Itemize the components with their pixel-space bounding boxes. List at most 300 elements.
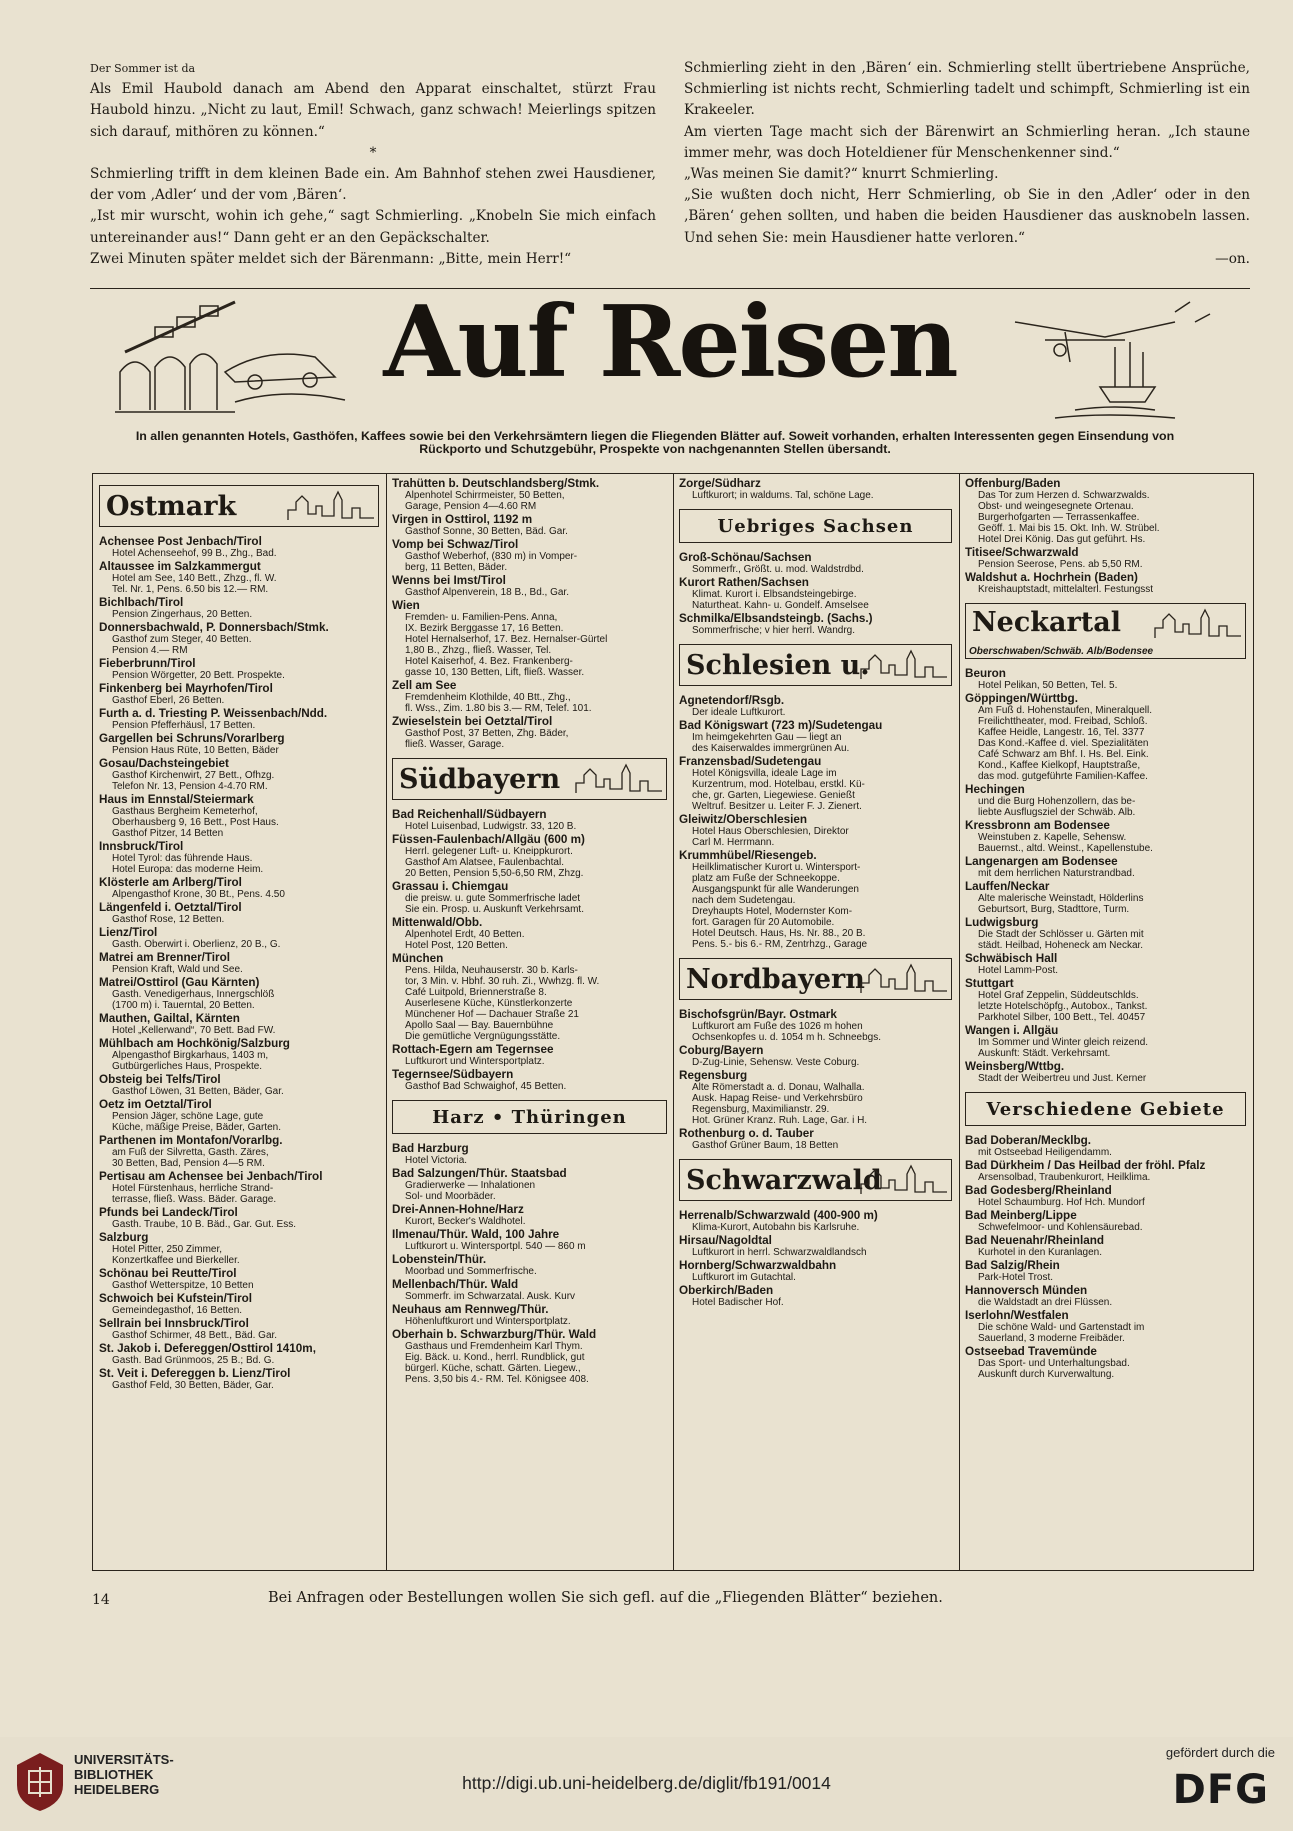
listing-detail: Fremden- u. Familien-Pens. Anna,	[405, 612, 558, 623]
listing-detail: gasse 10, 130 Betten, Lift, fließ. Wasser.	[405, 667, 585, 678]
story-column-right	[684, 58, 1250, 270]
listing-detail: Garage, Pension 4—4.60 RM	[405, 501, 537, 512]
listing-detail: Hotel Victoria.	[405, 1155, 468, 1166]
region-header	[679, 644, 952, 686]
listing-detail: Gasthof Grüner Baum, 18 Betten	[692, 1140, 839, 1151]
listing-entry	[965, 546, 1249, 570]
viewer-footer-bar	[0, 1737, 1293, 1831]
listing-entry	[392, 1142, 670, 1166]
listing-place: Langenargen am Bodensee	[965, 855, 1118, 868]
listing-detail: Hotel Achenseehof, 99 B., Zhg., Bad.	[112, 548, 277, 559]
listing-entry	[965, 855, 1249, 879]
listing-detail: Hotel Schaumburg. Hof Hch. Mundorf	[978, 1197, 1145, 1208]
listing-entry	[965, 1345, 1249, 1380]
region-header-title: Verschiedene Gebiete	[986, 1099, 1225, 1120]
listing-detail: Café Schwarz am Bhf. I. Hs. Bel. Eink.	[978, 749, 1149, 760]
listing-entry	[679, 1044, 955, 1068]
listing-entry	[965, 1234, 1249, 1258]
listing-place: Rothenburg o. d. Tauber	[679, 1127, 814, 1140]
listing-entry	[392, 1278, 670, 1302]
listing-detail: Im heimgekehrten Gau — liegt an	[692, 732, 842, 743]
listing-detail: Telefon Nr. 13, Pension 4-4.70 RM.	[112, 781, 268, 792]
listing-place: Bad Harzburg	[392, 1142, 469, 1155]
listing-detail: Kurort, Becker's Waldhotel.	[405, 1216, 526, 1227]
listing-entry	[392, 1328, 670, 1385]
listing-place: Bischofsgrün/Bayr. Ostmark	[679, 1008, 837, 1021]
listing-place: Bad Salzungen/Thür. Staatsbad	[392, 1167, 567, 1180]
listing-entry	[99, 1342, 382, 1366]
listing-detail: Sol- und Moorbäder.	[405, 1191, 496, 1202]
listing-detail: Pension 4.— RM	[112, 645, 188, 656]
listing-detail: Gasthof Schirmer, 48 Bett., Bäd. Gar.	[112, 1330, 278, 1341]
listing-place: Mittenwald/Obb.	[392, 916, 483, 929]
listing-entry	[99, 657, 382, 681]
listing-detail: Hotel Haus Oberschlesien, Direktor	[692, 826, 849, 837]
listing-place: Hornberg/Schwarzwaldbahn	[679, 1259, 837, 1272]
page-number: 14	[92, 1592, 110, 1608]
listing-place: Hirsau/Nagoldtal	[679, 1234, 772, 1247]
listing-entry	[679, 1259, 955, 1283]
listing-detail: Pension Seerose, Pens. ab 5,50 RM.	[978, 559, 1143, 570]
region-skyline-icon	[1153, 606, 1243, 640]
listing-detail: Gasthof Post, 37 Betten, Zhg. Bäder,	[405, 728, 569, 739]
listing-entry	[965, 952, 1249, 976]
listing-entry	[99, 1267, 382, 1291]
listing-entry	[679, 551, 955, 575]
listing-place: Bad Godesberg/Rheinland	[965, 1184, 1112, 1197]
listing-detail: das mod. gutgeführte Familien-Kaffee.	[978, 771, 1148, 782]
listing-entry	[679, 755, 955, 812]
listing-detail: Gasth. Venedigerhaus, Innergschlöß	[112, 989, 275, 1000]
listing-detail: Geöff. 1. Mai bis 15. Okt. Inh. W. Strübel.	[978, 523, 1160, 534]
dfg-logo[interactable]: DFG	[1172, 1767, 1269, 1813]
listing-entry	[99, 732, 382, 756]
listing-detail: Pension Haus Rüte, 10 Betten, Bäder	[112, 745, 279, 756]
listing-detail: che, gr. Garten, Liegewiese. Genießt	[692, 790, 855, 801]
listing-detail: Küche, mäßige Preise, Bäder, Garten.	[112, 1122, 281, 1133]
listing-detail: Höhenluftkurort und Wintersportplatz.	[405, 1316, 571, 1327]
listing-detail: Naturtheat. Kahn- u. Gondelf. Amselsee	[692, 600, 869, 611]
listing-place: Stuttgart	[965, 977, 1014, 990]
listing-entry	[965, 692, 1249, 782]
listing-detail: Sauerland, 3 moderne Freibäder.	[978, 1333, 1125, 1344]
listing-entry	[679, 849, 955, 950]
listing-detail: fort. Garagen für 20 Automobile.	[692, 917, 835, 928]
listing-place: Beuron	[965, 667, 1006, 680]
listing-entry	[392, 599, 670, 678]
listing-place: Hechingen	[965, 783, 1025, 796]
listing-detail: Luftkurort u. Wintersportpl. 540 — 860 m	[405, 1241, 586, 1252]
listing-place: Mühlbach am Hochkönig/Salzburg	[99, 1037, 290, 1050]
story-paragraph: „Sie wußten doch nicht, Herr Schmierling, ob Sie in den ‚Adler‘ oder in den ‚Bären‘ gehen sollten, und haben die beiden Hausdiener das ausknobeln lassen. Und sehen Sie: mein Hausdiener hatte verloren.“	[684, 187, 1250, 246]
listing-place: Finkenberg bei Mayrhofen/Tirol	[99, 682, 273, 695]
listing-detail: am Fuß der Silvretta, Gasth. Zäres,	[112, 1147, 269, 1158]
listing-entry	[965, 1159, 1249, 1183]
listing-detail: Regensburg, Maximilianstr. 29.	[692, 1104, 830, 1115]
listing-place: Agnetendorf/Rsgb.	[679, 694, 785, 707]
listing-place: St. Veit i. Defereggen b. Lienz/Tirol	[99, 1367, 291, 1380]
listing-detail: letzte Hotelschöpfg., Autobox., Tankst.	[978, 1001, 1148, 1012]
listing-entry	[392, 1043, 670, 1067]
column-divider	[386, 474, 387, 1570]
directory-column-4	[965, 477, 1249, 1381]
listing-detail: Alpenhotel Schirrmeister, 50 Betten,	[405, 490, 565, 501]
listing-detail: mit Ostseebad Heiligendamm.	[978, 1147, 1112, 1158]
listing-detail: Gasthof Bad Schwaighof, 45 Betten.	[405, 1081, 567, 1092]
listing-place: Grassau i. Chiemgau	[392, 880, 509, 893]
listing-detail: Hotel Königsvilla, ideale Lage im	[692, 768, 837, 779]
listing-detail: Sommerfr., Größt. u. mod. Waldstrdbd.	[692, 564, 864, 575]
listing-detail: Tel. Nr. 1, Pens. 6.50 bis 12.— RM.	[112, 584, 269, 595]
listing-place: Wien	[392, 599, 420, 612]
listing-detail: Gasthof Alpenverein, 18 B., Bd., Gar.	[405, 587, 569, 598]
listing-detail: Oberhausberg 9, 16 Bett., Post Haus.	[112, 817, 279, 828]
listing-detail: Geburtsort, Burg, Stadttore, Turm.	[978, 904, 1130, 915]
listing-place: Füssen-Faulenbach/Allgäu (600 m)	[392, 833, 585, 846]
directory-grid	[92, 473, 1254, 1571]
institution-line: BIBLIOTHEK	[74, 1767, 154, 1782]
listing-detail: Gasthof Sonne, 30 Betten, Bäd. Gar.	[405, 526, 568, 537]
directory-column-2	[392, 477, 670, 1386]
listing-detail: Gasth. Traube, 10 B. Bäd., Gar. Gut. Ess.	[112, 1219, 296, 1230]
region-skyline-icon	[859, 961, 949, 995]
listing-detail: die Waldstadt an drei Flüssen.	[978, 1297, 1113, 1308]
listing-detail: Gasth. Oberwirt i. Oberlienz, 20 B., G.	[112, 939, 281, 950]
listing-place: München	[392, 952, 444, 965]
region-header-title: Neckartal	[972, 607, 1121, 638]
listing-detail: Gasthof Rose, 12 Betten.	[112, 914, 225, 925]
listing-place: Titisee/Schwarzwald	[965, 546, 1079, 559]
listing-detail: Herrl. gelegener Luft- u. Kneippkurort.	[405, 846, 573, 857]
listing-detail: Hot. Grüner Kranz. Ruh. Lage, Gar. i H.	[692, 1115, 868, 1126]
listing-place: Ostseebad Travemünde	[965, 1345, 1097, 1358]
listing-place: Lobenstein/Thür.	[392, 1253, 487, 1266]
listing-detail: mit dem herrlichen Naturstrandbad.	[978, 868, 1135, 879]
listing-place: Oetz im Oetztal/Tirol	[99, 1098, 212, 1111]
listing-place: Pertisau am Achensee bei Jenbach/Tirol	[99, 1170, 323, 1183]
listing-detail: Parkhotel Silber, 100 Bett., Tel. 40457	[978, 1012, 1146, 1023]
listing-place: Sellrain bei Innsbruck/Tirol	[99, 1317, 249, 1330]
listing-detail: Gemeindegasthof, 16 Betten.	[112, 1305, 243, 1316]
story-section	[90, 58, 1250, 288]
listing-place: Wangen i. Allgäu	[965, 1024, 1059, 1037]
listing-entry	[965, 977, 1249, 1023]
listing-entry	[392, 1068, 670, 1092]
region-header	[392, 1100, 667, 1134]
listing-place: Klösterle am Arlberg/Tirol	[99, 876, 242, 889]
listing-place: Göppingen/Württbg.	[965, 692, 1078, 705]
listing-entry	[99, 840, 382, 875]
directory-column-1	[99, 477, 382, 1392]
listing-entry	[99, 707, 382, 731]
institution-line: UNIVERSITÄTS-	[74, 1752, 174, 1767]
listing-entry	[99, 535, 382, 559]
listing-detail: 20 Betten, Pension 5,50-6,50 RM, Zhzg.	[405, 868, 584, 879]
listing-detail: Gasthof Wetterspitze, 10 Betten	[112, 1280, 254, 1291]
listing-entry	[965, 783, 1249, 818]
listing-entry	[99, 926, 382, 950]
listing-detail: Hotel Luisenbad, Ludwigstr. 33, 120 B.	[405, 821, 577, 832]
listing-detail: Pension Jäger, schöne Lage, gute	[112, 1111, 264, 1122]
listing-place: St. Jakob i. Defereggen/Osttirol 1410m,	[99, 1342, 316, 1355]
listing-detail: Apollo Saal — Bay. Bauernbühne	[405, 1020, 554, 1031]
listing-place: Bad Doberan/Mecklbg.	[965, 1134, 1091, 1147]
listing-entry	[965, 1309, 1249, 1344]
listing-entry	[679, 576, 955, 611]
story-signature: —on.	[1215, 250, 1250, 267]
listing-detail: Sommerfr. im Schwarzatal. Ausk. Kurv	[405, 1291, 576, 1302]
listing-detail: terrasse, fließ. Wass. Bäder. Garage.	[112, 1194, 277, 1205]
region-header-title: Schlesien u.	[686, 650, 870, 681]
listing-place: Zwieselstein bei Oetztal/Tirol	[392, 715, 553, 728]
document-url[interactable]: http://digi.ub.uni-heidelberg.de/diglit/fb191/0014	[462, 1773, 831, 1793]
listing-entry	[392, 952, 670, 1042]
listing-entry	[99, 793, 382, 839]
listing-detail: Gasthaus Bergheim Kemeterhof,	[112, 806, 258, 817]
region-skyline-icon	[286, 488, 376, 522]
listing-detail: Gradierwerke — Inhalationen	[405, 1180, 536, 1191]
listing-entry	[965, 1184, 1249, 1208]
listing-entry	[679, 813, 955, 848]
listing-entry	[679, 1284, 955, 1308]
listing-place: Lauffen/Neckar	[965, 880, 1050, 893]
listing-entry	[99, 1170, 382, 1205]
listing-place: Neuhaus am Rennweg/Thür.	[392, 1303, 549, 1316]
listing-entry	[99, 560, 382, 595]
story-paragraph: Schmierling zieht in den ‚Bären‘ ein. Schmierling stellt übertriebene Ansprüche, Schmierling ist nichts recht, Schmierling tadelt und schimpft, Schmierling ist ein Krakeeler.	[684, 60, 1250, 119]
listing-detail: Hotel Kaiserhof, 4. Bez. Frankenberg-	[405, 656, 573, 667]
institution-line: HEIDELBERG	[74, 1782, 160, 1797]
listing-place: Gleiwitz/Oberschlesien	[679, 813, 807, 826]
listing-entry	[965, 880, 1249, 915]
listing-detail: Luftkurort in herrl. Schwarzwaldlandsch	[692, 1247, 867, 1258]
listing-entry	[392, 538, 670, 573]
listing-entry	[99, 1206, 382, 1230]
listing-detail: Dreyhaupts Hotel, Modernster Kom-	[692, 906, 853, 917]
directory-column-3	[679, 477, 955, 1309]
listing-detail: Kaffee Heidle, Langestr. 16, Tel. 3377	[978, 727, 1145, 738]
listing-entry	[392, 833, 670, 879]
listing-entry	[99, 901, 382, 925]
region-header-subtitle: Oberschwaben/Schwäb. Alb/Bodensee	[969, 646, 1154, 657]
listing-detail: Ausk. Hapag Reise- und Verkehrsbüro	[692, 1093, 863, 1104]
listing-detail: Hotel Tyrol: das führende Haus.	[112, 853, 253, 864]
region-skyline-icon	[859, 1162, 949, 1196]
story-column-left	[90, 58, 656, 270]
story-paragraph: „Ist mir wurscht, wohin ich gehe,“ sagt Schmierling. „Knobeln Sie mich einfach untereinander aus!“ Dann geht er an den Gepäckschalter.	[90, 208, 656, 246]
listing-place: Wenns bei Imst/Tirol	[392, 574, 506, 587]
listing-entry	[392, 1253, 670, 1277]
listing-detail: Hotel Europa: das moderne Heim.	[112, 864, 264, 875]
listing-detail: Sommerfrische; v hier herrl. Wandrg.	[692, 625, 856, 636]
listing-detail: Die schöne Wald- und Gartenstadt im	[978, 1322, 1145, 1333]
listing-detail: Luftkurort und Wintersportplatz.	[405, 1056, 545, 1067]
listing-place: Ludwigsburg	[965, 916, 1039, 929]
footer-note: Bei Anfragen oder Bestellungen wollen Sie sich gefl. auf die „Fliegenden Blätter“ beziehen.	[268, 1590, 943, 1606]
listing-entry	[679, 612, 955, 636]
listing-detail: und die Burg Hohenzollern, das be-	[978, 796, 1136, 807]
listing-entry	[99, 757, 382, 792]
listing-entry	[99, 1073, 382, 1097]
listing-detail: Hotel Hernalserhof, 17. Bez. Hernalser-Gürtel	[405, 634, 608, 645]
listing-entry	[965, 571, 1249, 595]
listing-entry	[392, 880, 670, 915]
listing-detail: Heilklimatischer Kurort u. Wintersport-	[692, 862, 861, 873]
listing-place: Krummhübel/Riesengeb.	[679, 849, 817, 862]
listing-place: Hannoversch Münden	[965, 1284, 1088, 1297]
listing-entry	[99, 1037, 382, 1072]
listing-detail: Auskunft: Städt. Verkehrsamt.	[978, 1048, 1111, 1059]
region-header	[679, 1159, 952, 1201]
listing-detail: Alpengasthof Krone, 30 Bt., Pens. 4.50	[112, 889, 285, 900]
listing-place: Coburg/Bayern	[679, 1044, 764, 1057]
listing-detail: IX. Bezirk Berggasse 17, 16 Betten.	[405, 623, 564, 634]
listing-detail: Alpenhotel Erdt, 40 Betten.	[405, 929, 525, 940]
listing-place: Parthenen im Montafon/Vorarlbg.	[99, 1134, 283, 1147]
listing-entry	[392, 715, 670, 750]
listing-detail: Gutbürgerliches Haus, Prospekte.	[112, 1061, 263, 1072]
region-header	[679, 509, 952, 543]
listing-entry	[99, 1317, 382, 1341]
listing-detail: Luftkurort am Fuße des 1026 m hohen	[692, 1021, 863, 1032]
listing-place: Salzburg	[99, 1231, 149, 1244]
listing-detail: Auserlesene Küche, Künstlerkonzerte	[405, 998, 573, 1009]
listing-detail: Kreishauptstadt, mittelalterl. Festungsst	[978, 584, 1154, 595]
region-header	[965, 603, 1246, 659]
listing-entry	[965, 1024, 1249, 1059]
listing-detail: Klima-Kurort, Autobahn bis Karlsruhe.	[692, 1222, 860, 1233]
listing-place: Herrenalb/Schwarzwald (400-900 m)	[679, 1209, 878, 1222]
listing-entry	[392, 574, 670, 598]
listing-place: Haus im Ennstal/Steiermark	[99, 793, 254, 806]
listing-entry	[392, 679, 670, 714]
listing-place: Matrei am Brenner/Tirol	[99, 951, 230, 964]
region-header	[965, 1092, 1246, 1126]
listing-detail: (1700 m) i. Tauerntal, 20 Betten.	[112, 1000, 255, 1011]
listing-entry	[679, 1234, 955, 1258]
listing-detail: Gasthof Am Alatsee, Faulenbachtal.	[405, 857, 564, 868]
listing-detail: Gasthof Weberhof, (830 m) in Vomper-	[405, 551, 578, 562]
listing-entry	[679, 1209, 955, 1233]
listing-detail: Alte Römerstadt a. d. Donau, Walhalla.	[692, 1082, 865, 1093]
listing-detail: Obst- und weingesegnete Ortenau.	[978, 501, 1134, 512]
banner-intro-text: In allen genannten Hotels, Gasthöfen, Kaffees sowie bei den Verkehrsämtern liegen die Fliegenden Blätter auf. Soweit vorhanden, erhalten Interessenten gegen Einsendung von Rückporto und Schutzgebühr, Prospekte von nachgenannten Stellen übersandt.	[135, 429, 1175, 456]
story-paragraph: Als Emil Haubold danach am Abend den Apparat einschaltet, stürzt Frau Haubold hinzu. „Nicht zu laut, Emil! Schwach, ganz schwach! Meierlings spitzen sich darauf, mithören zu können.“	[90, 81, 656, 140]
listing-entry	[965, 1284, 1249, 1308]
listing-entry	[392, 477, 670, 512]
listing-place: Innsbruck/Tirol	[99, 840, 184, 853]
listing-detail: berg, 11 Betten, Bäder.	[405, 562, 508, 573]
listing-detail: Ausgangspunkt für alle Wanderungen	[692, 884, 859, 895]
listing-place: Mauthen, Gailtal, Kärnten	[99, 1012, 240, 1025]
story-paragraph: *	[369, 144, 377, 161]
listing-entry	[392, 916, 670, 951]
region-header	[99, 485, 379, 527]
listing-detail: Die Stadt der Schlösser u. Gärten mit	[978, 929, 1144, 940]
listing-detail: Münchener Hof — Dachauer Straße 21	[405, 1009, 579, 1020]
listing-detail: Hotel am See, 140 Bett., Zhzg., fl. W.	[112, 573, 277, 584]
listing-detail: Moorbad und Sommerfrische.	[405, 1266, 537, 1277]
listing-entry	[965, 819, 1249, 854]
listing-detail: 1,80 B., Zhzg., fließ. Wasser, Tel.	[405, 645, 552, 656]
listing-detail: Pension Wörgetter, 20 Bett. Prospekte.	[112, 670, 285, 681]
listing-detail: Der ideale Luftkurort.	[692, 707, 786, 718]
listing-detail: Sie ein. Prosp. u. Auskunft Verkehrsamt.	[405, 904, 584, 915]
column-divider	[959, 474, 960, 1570]
listing-detail: Pens. 3,50 bis 4.- RM. Tel. Königsee 408.	[405, 1374, 589, 1385]
listing-detail: Im Sommer und Winter gleich reizend.	[978, 1037, 1149, 1048]
listing-entry	[679, 477, 955, 501]
listing-detail: fließ. Wasser, Garage.	[405, 739, 505, 750]
listing-detail: Ochsenkopfes u. d. 1054 m h. Schneebgs.	[692, 1032, 882, 1043]
region-header-title: Südbayern	[399, 764, 561, 795]
listing-place: Iserlohn/Westfalen	[965, 1309, 1069, 1322]
listing-detail: Burgerhofgarten — Terrassenkaffee.	[978, 512, 1140, 523]
listing-detail: Hotel Deutsch. Haus, Hs. Nr. 88., 20 B.	[692, 928, 866, 939]
listing-detail: Gasthaus und Fremdenheim Karl Thym.	[405, 1341, 583, 1352]
listing-entry	[99, 1231, 382, 1266]
listing-place: Bad Neuenahr/Rheinland	[965, 1234, 1104, 1247]
listing-entry	[99, 876, 382, 900]
listing-detail: Kurhotel in den Kuranlagen.	[978, 1247, 1102, 1258]
listing-entry	[679, 719, 955, 754]
listing-detail: nach dem Sudetengau.	[692, 895, 796, 906]
listing-place: Bichlbach/Tirol	[99, 596, 184, 609]
listing-detail: die preisw. u. gute Sommerfrische ladet	[405, 893, 581, 904]
listing-entry	[679, 1127, 955, 1151]
listing-detail: Hotel Drei König. Das gut geführt. Hs.	[978, 534, 1146, 545]
listing-place: Obsteig bei Telfs/Tirol	[99, 1073, 221, 1086]
listing-detail: Luftkurort im Gutachtal.	[692, 1272, 796, 1283]
listing-entry	[679, 694, 955, 718]
listing-entry	[392, 808, 670, 832]
listing-place: Oberhain b. Schwarzburg/Thür. Wald	[392, 1328, 597, 1341]
listing-detail: Alte malerische Weinstadt, Hölderlins	[978, 893, 1144, 904]
listing-detail: des Kaiserwaldes immergrünen Au.	[692, 743, 850, 754]
region-header-title: Nordbayern	[686, 964, 865, 995]
listing-detail: städt. Heilbad, Hoheneck am Neckar.	[978, 940, 1144, 951]
listing-detail: Gasthof Pitzer, 14 Betten	[112, 828, 224, 839]
listing-entry	[965, 477, 1249, 545]
listing-detail: Hotel Fürstenhaus, herrliche Strand-	[112, 1183, 274, 1194]
listing-place: Matrei/Osttirol (Gau Kärnten)	[99, 976, 260, 989]
listing-detail: 30 Betten, Bad, Pension 4—5 RM.	[112, 1158, 265, 1169]
listing-detail: Alpengasthof Birgkarhaus, 1403 m,	[112, 1050, 269, 1061]
listing-detail: Pens. 5.- bis 6.- RM, Zentrhzg., Garage	[692, 939, 868, 950]
listing-detail: Gasthof Feld, 30 Betten, Bäder, Gar.	[112, 1380, 274, 1391]
listing-place: Zorge/Südharz	[679, 477, 761, 490]
listing-place: Gargellen bei Schruns/Vorarlberg	[99, 732, 285, 745]
listing-detail: Café Luitpold, Briennerstraße 8.	[405, 987, 547, 998]
listing-detail: Hotel Pitter, 250 Zimmer,	[112, 1244, 223, 1255]
listing-detail: Arsensolbad, Traubenkurort, Heilklima.	[978, 1172, 1151, 1183]
listing-place: Schwoich bei Kufstein/Tirol	[99, 1292, 253, 1305]
listing-detail: Das Kond.-Kaffee d. viel. Spezialitäten	[978, 738, 1149, 749]
listing-place: Drei-Annen-Hohne/Harz	[392, 1203, 524, 1216]
listing-place: Furth a. d. Triesting P. Weissenbach/Ndd.	[99, 707, 328, 720]
listing-place: Regensburg	[679, 1069, 748, 1082]
listing-detail: D-Zug-Linie, Sehensw. Veste Coburg.	[692, 1057, 860, 1068]
listing-detail: Gasthof Löwen, 31 Betten, Bäder, Gar.	[112, 1086, 284, 1097]
listing-entry	[99, 1012, 382, 1036]
listing-detail: Gasthof Eberl, 26 Betten.	[112, 695, 225, 706]
listing-place: Mellenbach/Thür. Wald	[392, 1278, 519, 1291]
listing-place: Pfunds bei Landeck/Tirol	[99, 1206, 238, 1219]
listing-entry	[965, 916, 1249, 951]
sponsor-label: gefördert durch die	[1165, 1745, 1275, 1760]
listing-place: Waldshut a. Hochrhein (Baden)	[965, 571, 1138, 584]
listing-detail: Am Fuß d. Hohenstaufen, Mineralquell.	[978, 705, 1152, 716]
